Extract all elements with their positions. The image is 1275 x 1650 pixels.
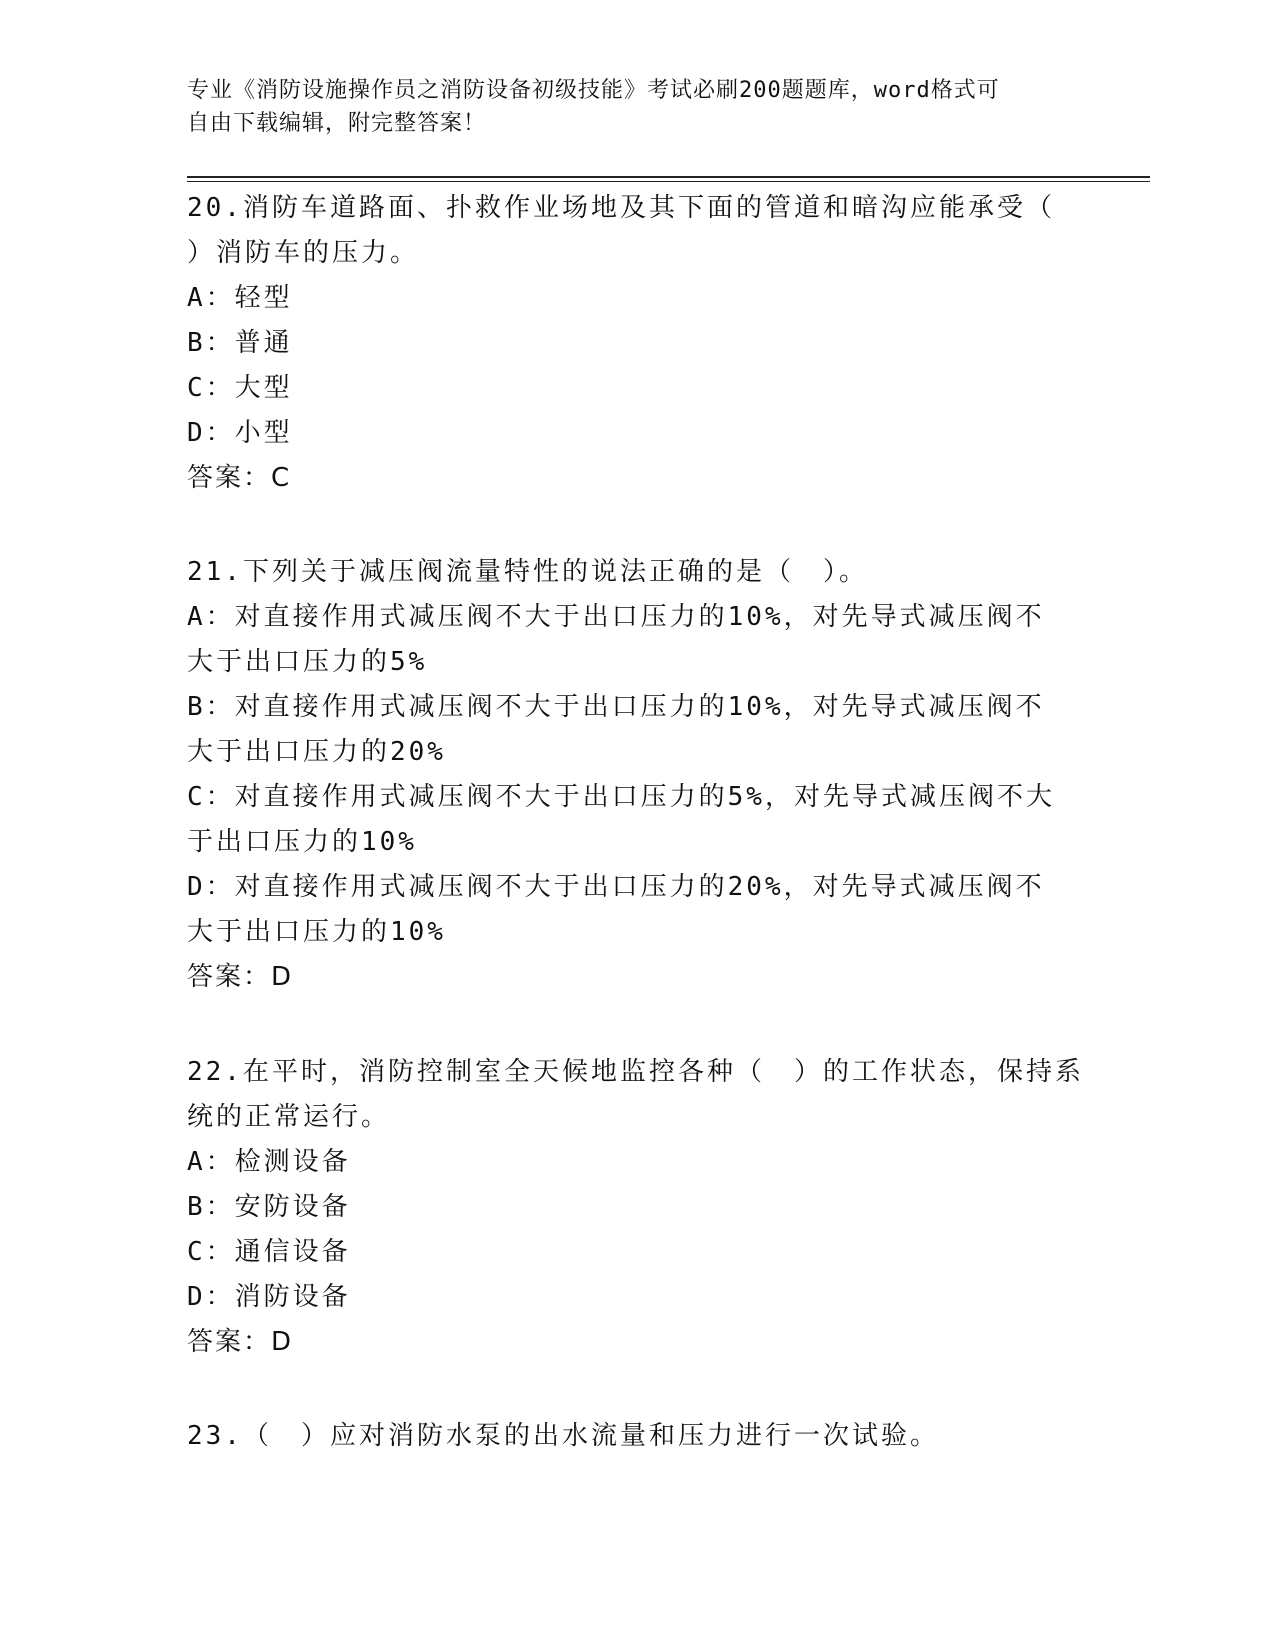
option-b: B：安防设备 [187, 1192, 351, 1222]
question-23 [187, 1414, 1087, 1459]
option-b: B：对直接作用式减压阀不大于出口压力的10%，对先导式减压阀不大于出口压力的20% [187, 692, 1045, 767]
option-a: A：轻型 [187, 283, 293, 313]
question-stem-line: ）消防车的压力。 [187, 238, 420, 268]
header-divider-thin [187, 181, 1150, 182]
header-divider-thick [187, 176, 1150, 178]
option-b: B：普通 [187, 328, 293, 358]
answer: 答案：C [187, 463, 292, 493]
question-stem-line: 21.下列关于减压阀流量特性的说法正确的是（ ）。 [187, 557, 868, 587]
option-c: C：通信设备 [187, 1237, 351, 1267]
question-stem-line: 20.消防车道路面、扑救作业场地及其下面的管道和暗沟应能承受（ [187, 193, 1055, 223]
question-20 [187, 186, 1087, 501]
option-d: D：消防设备 [187, 1282, 351, 1312]
option-c: C：对直接作用式减压阀不大于出口压力的5%，对先导式减压阀不大于出口压力的10% [187, 782, 1055, 857]
answer: 答案：D [187, 1327, 294, 1357]
option-a: A：检测设备 [187, 1147, 351, 1177]
header-line-2: 自由下载编辑，附完整答案！ [187, 111, 487, 136]
option-d: D：小型 [187, 418, 293, 448]
option-c: C：大型 [187, 373, 293, 403]
answer: 答案：D [187, 962, 294, 992]
question-22 [187, 1050, 1087, 1365]
question-stem-line: 23.（ ）应对消防水泵的出水流量和压力进行一次试验。 [187, 1421, 939, 1451]
option-a: A：对直接作用式减压阀不大于出口压力的10%，对先导式减压阀不大于出口压力的5% [187, 602, 1045, 677]
option-d: D：对直接作用式减压阀不大于出口压力的20%，对先导式减压阀不大于出口压力的10% [187, 872, 1045, 947]
document-header [187, 74, 1067, 140]
question-stem-line: 统的正常运行。 [187, 1102, 391, 1132]
header-line-1: 专业《消防设施操作员之消防设备初级技能》考试必刷200题题库，word格式可 [187, 78, 1000, 103]
question-stem-line: 22.在平时，消防控制室全天候地监控各种（ ）的工作状态，保持系 [187, 1057, 1084, 1087]
question-21 [187, 550, 1087, 1000]
